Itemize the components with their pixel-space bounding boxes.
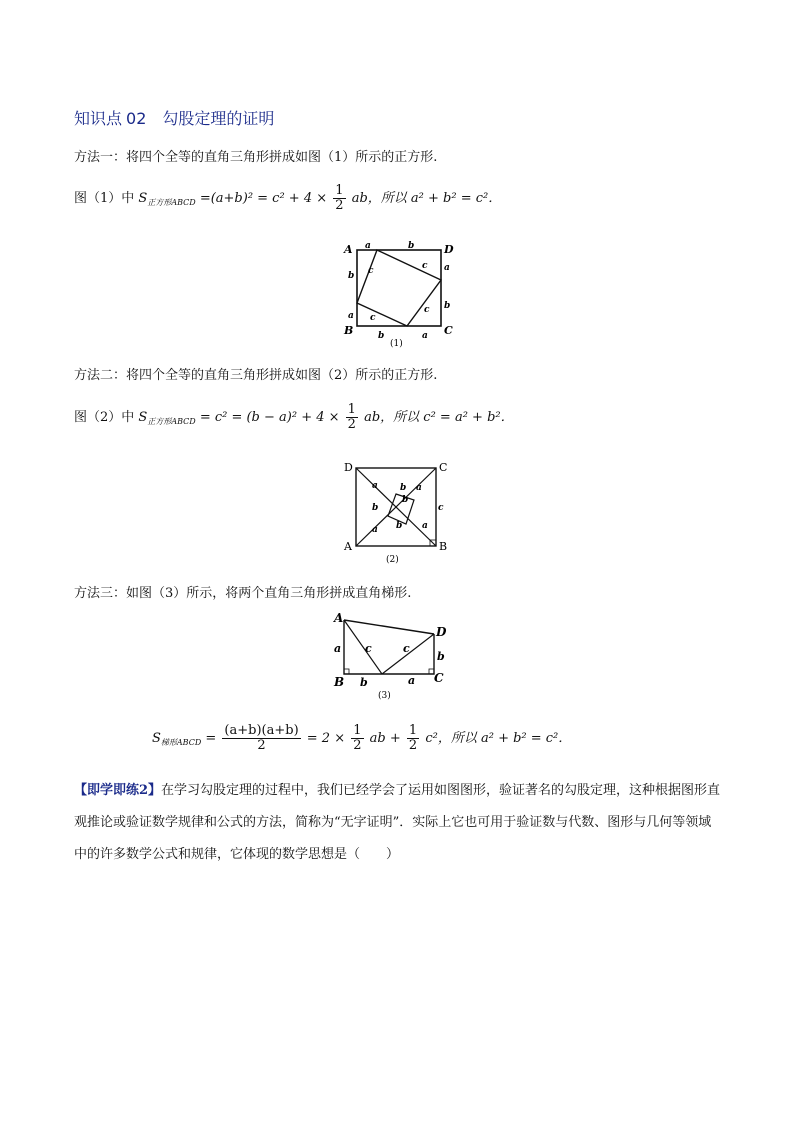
method2-intro: 方法二：将四个全等的直角三角形拼成如图（2）所示的正方形. <box>74 368 438 383</box>
svg-text:a: a <box>416 483 422 493</box>
figure-2 <box>340 458 460 566</box>
svg-text:c: c <box>365 642 372 655</box>
svg-text:b: b <box>408 241 415 251</box>
svg-text:a: a <box>348 311 354 321</box>
method2-formula: 图（2）中 $S_{正方形ABCD} = c^2 = (b - a)^2 + 4$ × $\frac{1}{2}$ ab，所以 c² = a² + b²． <box>74 402 514 432</box>
section-title <box>74 106 274 129</box>
svg-text:b: b <box>372 503 379 513</box>
svg-text:c: c <box>368 266 374 276</box>
fig1-A: A <box>344 243 353 256</box>
fig2-C: C <box>439 461 448 474</box>
svg-text:b: b <box>437 650 445 663</box>
svg-text:a: a <box>372 525 378 535</box>
section-heading: 勾股定理的证明 <box>162 109 275 128</box>
svg-text:c: c <box>422 261 428 271</box>
fig2-caption: (2) <box>386 555 399 565</box>
svg-text:c: c <box>403 642 410 655</box>
fig1-C: C <box>444 324 453 337</box>
svg-text:c: c <box>438 503 444 513</box>
fig2-D: D <box>344 461 353 474</box>
fig2-A: A <box>344 540 352 553</box>
fig3-D: D <box>436 625 447 639</box>
svg-text:b: b <box>378 331 385 341</box>
svg-text:c: c <box>424 305 430 315</box>
svg-text:b: b <box>396 521 403 531</box>
method1-formula: 图（1）中 $S_{正方形ABCD} =(a+b)^2 = c^2 + 4$ × $\frac{1}{2}$ ab，所以 a² + b² = c²． <box>74 183 502 213</box>
svg-text:a: a <box>334 642 342 655</box>
figure-1 <box>340 238 460 348</box>
fig3-A: A <box>334 612 344 625</box>
figure-3 <box>330 612 450 704</box>
fig3-C: C <box>434 671 444 685</box>
svg-text:c: c <box>370 313 376 323</box>
fig1-D: D <box>444 243 454 256</box>
svg-text:b: b <box>402 495 409 505</box>
method3-intro: 方法三：如图（3）所示，将两个直角三角形拼成直角梯形. <box>74 586 412 601</box>
svg-text:b: b <box>400 483 407 493</box>
svg-text:a: a <box>422 521 428 531</box>
fig3-caption: (3) <box>378 691 391 701</box>
section-number: 02 <box>126 109 147 128</box>
svg-text:a: a <box>365 241 371 251</box>
svg-text:a: a <box>444 263 450 273</box>
section-label: 知识点 <box>74 109 123 128</box>
svg-text:a: a <box>372 481 378 491</box>
svg-text:b: b <box>360 676 368 689</box>
svg-text:b: b <box>444 301 451 311</box>
practice-tag: 【即学即练2】 <box>74 783 162 798</box>
svg-text:b: b <box>348 271 355 281</box>
fig1-B: B <box>344 324 354 337</box>
fig1-caption: (1) <box>390 339 403 348</box>
practice-question <box>74 775 724 871</box>
method3-formula: $S_{梯形ABCD}$ = $\frac{(a+b)(a+b)}{2}$ = 2 × $\frac{1}{2}$ ab + $\frac{1}{2}$ c²，所以 a² + b² = c²． <box>152 723 572 753</box>
svg-text:a: a <box>408 674 416 687</box>
fig3-B: B <box>334 675 345 689</box>
practice-text: 在学习勾股定理的过程中，我们已经学会了运用如图图形，验证著名的勾股定理，这种根据图形直观推论或验证数学规律和公式的方法，简称为“无字证明”．实际上它也可用于验证数与代数、图形与几何等领域中的许多数学公式和规律，它体现的数学思想是（ ） <box>74 783 721 862</box>
fig2-B: B <box>439 540 448 553</box>
svg-text:a: a <box>422 331 428 341</box>
method1-intro: 方法一：将四个全等的直角三角形拼成如图（1）所示的正方形. <box>74 150 438 165</box>
